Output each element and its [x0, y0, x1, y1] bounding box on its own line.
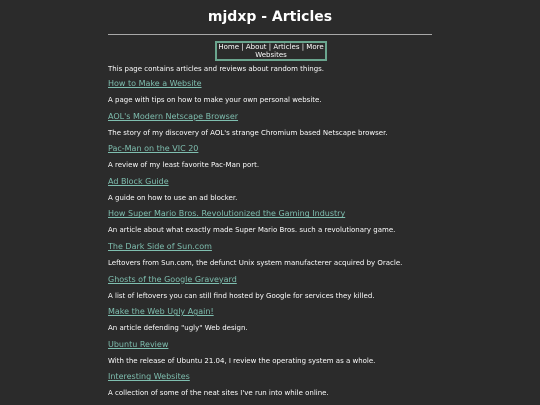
article-description: With the release of Ubuntu 21.04, I review the operating system as a whole. [108, 356, 376, 365]
page-title: mjdxp - Articles [207, 9, 333, 25]
article-link[interactable]: Make the Web Ugly Again! [108, 307, 214, 317]
article-link[interactable]: Ad Block Guide [108, 176, 169, 186]
list-item [108, 239, 438, 272]
article-description: Leftovers from Sun.com, the defunct Unix system manufacterer acquired by Oracle. [108, 258, 403, 267]
article-list [108, 63, 438, 402]
nav-link-articles[interactable]: Articles [273, 43, 300, 51]
nav-separator: | [239, 43, 246, 51]
article-link[interactable]: How Super Mario Bros. Revolutionized the Gaming Industry [108, 209, 346, 219]
list-item [108, 109, 438, 142]
nav-separator: | [266, 43, 274, 51]
list-item [108, 304, 438, 337]
article-description: A review of my least favorite Pac-Man port. [108, 161, 260, 170]
article-link[interactable]: Pac-Man on the VIC 20 [108, 144, 199, 154]
list-item [108, 369, 438, 402]
title-divider [108, 34, 432, 35]
article-description: An article about what exactly made Super Mario Bros. such a revolutionary game. [108, 226, 396, 235]
nav-bar [215, 41, 327, 61]
article-description: An article defending "ugly" Web design. [108, 324, 248, 333]
article-description: The story of my discovery of AOL's strange Chromium based Netscape browser. [108, 128, 388, 137]
article-link[interactable]: The Dark Side of Sun.com [108, 241, 212, 251]
article-description: A list of leftovers you can still find hosted by Google for services they killed. [108, 291, 375, 300]
list-item [108, 337, 438, 370]
list-item [108, 174, 438, 207]
nav-link-home[interactable]: Home [218, 43, 240, 51]
article-description: A guide on how to use an ad blocker. [108, 193, 238, 202]
article-link[interactable]: AOL's Modern Netscape Browser [108, 111, 239, 121]
list-item [108, 141, 438, 174]
nav-link-more-websites[interactable]: More Websites [255, 43, 324, 59]
list-item [108, 272, 438, 305]
article-link[interactable]: How to Make a Website [108, 79, 202, 88]
article-link[interactable]: Ghosts of the Google Graveyard [108, 274, 237, 284]
list-item [108, 206, 438, 239]
article-link[interactable]: Ubuntu Review [108, 339, 169, 349]
article-description: A collection of some of the neat sites I've run into while online. [108, 389, 329, 398]
list-item [108, 76, 438, 109]
article-link[interactable]: Interesting Websites [108, 372, 190, 382]
nav-link-about[interactable]: About [245, 43, 267, 51]
article-description: A page with tips on how to make your own personal website. [108, 96, 322, 104]
nav-separator: | [299, 43, 307, 51]
intro-text: This page contains articles and reviews about random things. [108, 65, 325, 73]
